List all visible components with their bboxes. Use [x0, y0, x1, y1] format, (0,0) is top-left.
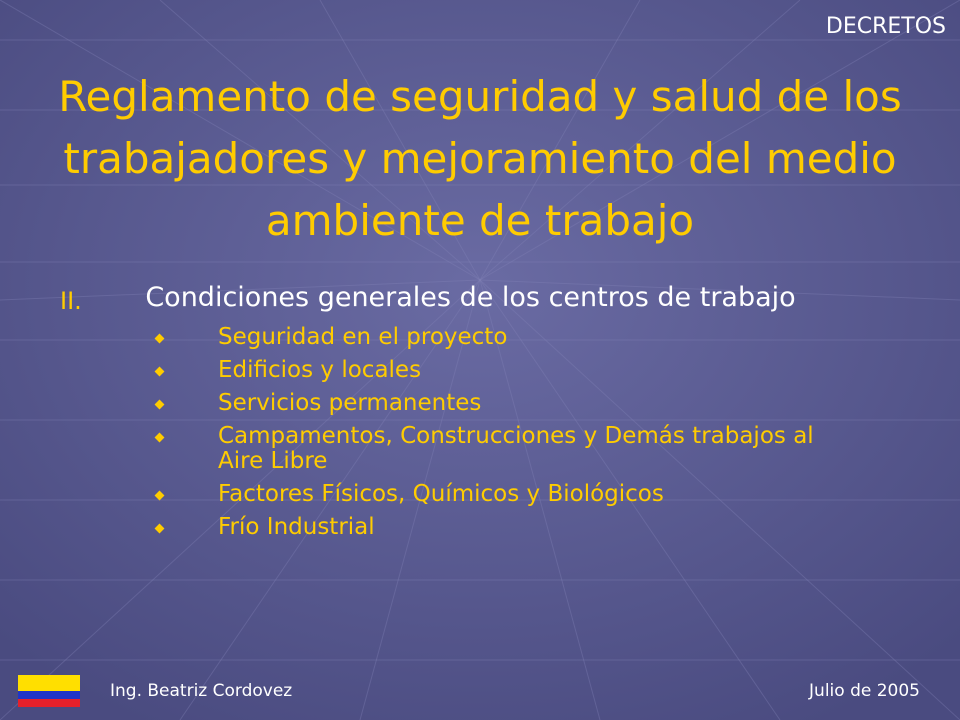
diamond-bullet-icon	[153, 522, 165, 534]
list-item	[60, 482, 820, 507]
list-item	[60, 424, 820, 474]
diamond-bullet-icon	[153, 398, 165, 410]
diamond-bullet-icon	[153, 431, 165, 443]
list-item-text: Campamentos, Construcciones y Demás trabajos al Aire Libre	[218, 423, 814, 474]
list-item	[60, 515, 820, 540]
colombia-flag-icon	[18, 675, 80, 707]
list-item-text: Seguridad en el proyecto	[218, 324, 508, 350]
list-item-text: Frío Industrial	[218, 514, 375, 540]
slide-title: Reglamento de seguridad y salud de los trabajadores y mejoramiento del medio ambiente de trabajo	[58, 72, 902, 245]
diamond-bullet-icon	[153, 365, 165, 377]
section-heading	[60, 284, 820, 315]
footer-author: Ing. Beatriz Cordovez	[110, 681, 293, 701]
content-section	[60, 284, 820, 548]
footer-date: Julio de 2005	[809, 681, 920, 701]
section-heading-text: Condiciones generales de los centros de trabajo	[145, 282, 796, 313]
bullet-list	[60, 325, 820, 540]
list-item	[60, 358, 820, 383]
list-item	[60, 325, 820, 350]
diamond-bullet-icon	[153, 332, 165, 344]
diamond-bullet-icon	[153, 489, 165, 501]
list-item-text: Factores Físicos, Químicos y Biológicos	[218, 481, 664, 507]
list-item	[60, 391, 820, 416]
section-number: II.	[60, 287, 82, 315]
list-item-text: Servicios permanentes	[218, 390, 482, 416]
section-label: DECRETOS	[825, 14, 946, 39]
list-item-text: Edificios y locales	[218, 357, 422, 383]
